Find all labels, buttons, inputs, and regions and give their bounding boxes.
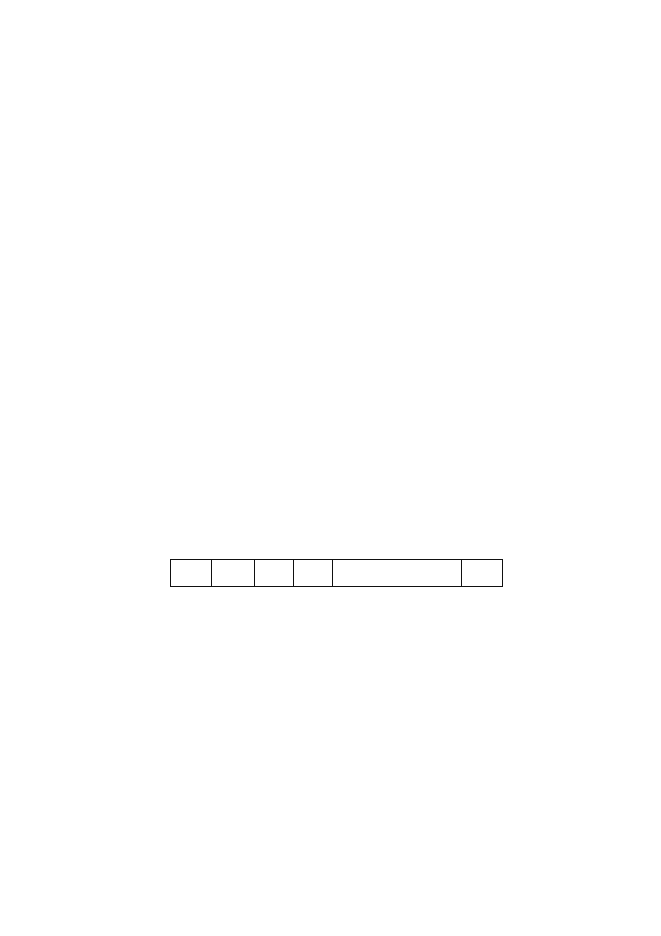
field-com <box>293 559 333 587</box>
field-data <box>332 559 462 587</box>
field-crc <box>461 559 503 587</box>
field-ads <box>211 559 255 587</box>
field-n <box>170 559 212 587</box>
field-adp <box>254 559 294 587</box>
